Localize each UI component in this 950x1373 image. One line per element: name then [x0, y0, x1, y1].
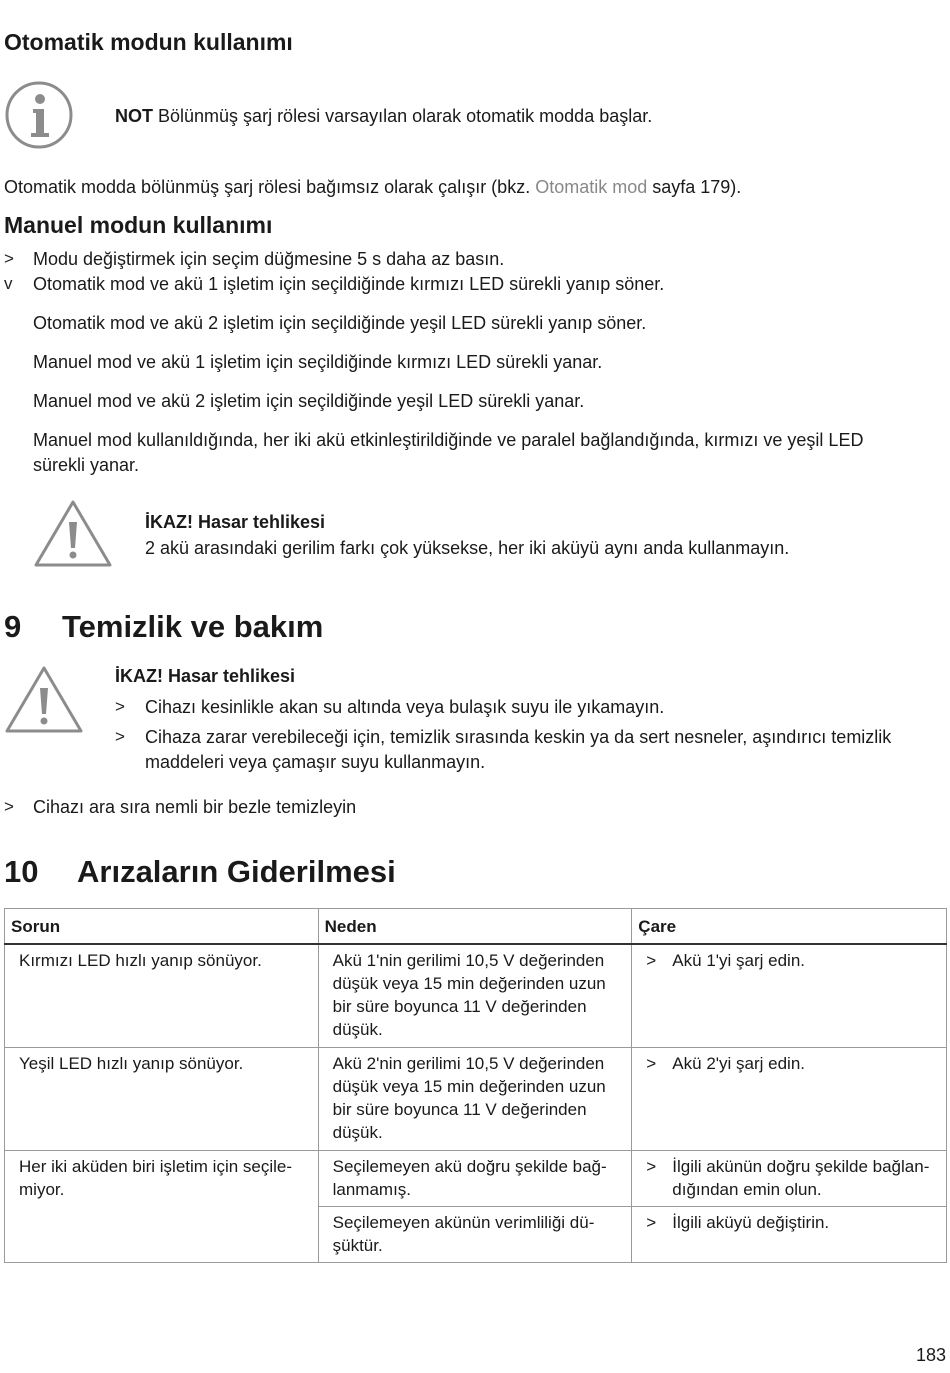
- cause-cell: Seçilemeyen akünün verimliliği dü-şüktür.: [318, 1206, 632, 1262]
- chapter-heading-9: [4, 609, 323, 645]
- cause-cell: Seçilemeyen akü doğru şekilde bağ-lanmamış.: [318, 1150, 632, 1206]
- step-arrow-icon: >: [4, 797, 14, 816]
- result-line: Otomatik mod ve akü 2 işletim için seçildiğinde yeşil LED sürekli yanıp söner.: [33, 313, 647, 333]
- paragraph-text: Otomatik modda bölünmüş şarj rölesi bağımsız olarak çalışır (bkz.: [4, 177, 536, 197]
- page-number: 183: [915, 1345, 946, 1365]
- warning-triangle-icon: [3, 664, 85, 736]
- warning-item: Cihazı kesinlikle akan su altında veya bulaşık suyu ile yıkamayın.: [145, 697, 665, 717]
- remedy-cell: [632, 944, 947, 1047]
- step-text: Modu değiştirmek için seçim düğmesine 5 s daha az basın.: [33, 249, 505, 269]
- chapter-number: 9: [4, 609, 22, 644]
- table-row: [5, 944, 947, 1047]
- step-arrow-icon: >: [4, 249, 14, 268]
- note-line: [115, 104, 652, 128]
- column-header-problem: Sorun: [5, 909, 319, 945]
- warning-text: 2 akü arasındaki gerilim farkı çok yüksekse, her iki aküyü aynı anda kullanmayın.: [145, 538, 790, 558]
- step-arrow-icon: >: [646, 951, 657, 970]
- remedy-text: İlgili akünün doğru şekilde bağlan-dığından emin olun.: [672, 1156, 930, 1199]
- remedy-text: İlgili aküyü değiştirin.: [672, 1212, 830, 1232]
- problem-cell: Yeşil LED hızlı yanıp sönüyor.: [5, 1047, 319, 1150]
- troubleshooting-table: [4, 908, 947, 1263]
- auto-mode-paragraph: [4, 175, 741, 199]
- paragraph-text: sayfa 179).: [647, 177, 742, 197]
- chapter-number: 10: [4, 854, 39, 889]
- cause-cell: Akü 2'nin gerilimi 10,5 V değerinden düşük veya 15 min değerinden uzun bir süre boyunca 11 V değerinden düşük.: [318, 1047, 632, 1150]
- section-heading-manual: Manuel modun kullanımı: [4, 212, 273, 238]
- step-arrow-icon: >: [646, 1053, 657, 1073]
- chapter-title: Arızaların Giderilmesi: [77, 854, 396, 889]
- remedy-text: Akü 1'yi şarj edin.: [672, 951, 805, 970]
- cause-cell: Akü 1'nin gerilimi 10,5 V değerinden düşük veya 15 min değerinden uzun bir süre boyunca 11 V değerinden düşük.: [318, 944, 632, 1047]
- step-arrow-icon: >: [115, 727, 125, 746]
- step-arrow-icon: >: [646, 1156, 657, 1176]
- chapter-title: Temizlik ve bakım: [62, 609, 324, 644]
- step-text: Cihazı ara sıra nemli bir bezle temizleyin: [33, 797, 357, 817]
- result-chevron-icon: v: [4, 274, 13, 293]
- note-label: NOT: [115, 106, 153, 126]
- chapter-heading-10: [4, 854, 396, 890]
- warning-title: İKAZ! Hasar tehlikesi: [115, 666, 296, 686]
- info-icon: [4, 80, 76, 152]
- table-header-row: [5, 909, 947, 945]
- problem-cell: Her iki aküden biri işletim için seçile-miyor.: [5, 1150, 319, 1262]
- result-paragraph-line2: sürekli yanar.: [33, 455, 140, 475]
- result-text: Otomatik mod ve akü 1 işletim için seçildiğinde kırmızı LED sürekli yanıp söner.: [33, 274, 665, 294]
- table-row: [5, 1047, 947, 1150]
- warning-triangle-icon: [32, 498, 114, 570]
- remedy-cell: [632, 1206, 947, 1262]
- cross-reference-link[interactable]: Otomatik mod: [535, 177, 648, 197]
- note-text: Bölünmüş şarj rölesi varsayılan olarak otomatik modda başlar.: [158, 106, 653, 126]
- warning-item-cont: maddeleri veya çamaşır suyu kullanmayın.: [145, 752, 486, 772]
- result-line: Manuel mod ve akü 1 işletim için seçildiğinde kırmızı LED sürekli yanar.: [33, 352, 603, 372]
- step-arrow-icon: >: [646, 1212, 657, 1232]
- section-heading-auto: Otomatik modun kullanımı: [4, 29, 293, 55]
- warning-title: İKAZ! Hasar tehlikesi: [145, 512, 326, 532]
- remedy-text: Akü 2'yi şarj edin.: [672, 1053, 805, 1073]
- result-line: Manuel mod ve akü 2 işletim için seçildiğinde yeşil LED sürekli yanar.: [33, 391, 585, 411]
- warning-item: Cihaza zarar verebileceği için, temizlik sırasında keskin ya da sert nesneler, aşındırıcı temizlik: [145, 727, 892, 747]
- problem-cell: Kırmızı LED hızlı yanıp sönüyor.: [5, 944, 319, 1047]
- remedy-cell: [632, 1047, 947, 1150]
- result-paragraph-line1: Manuel mod kullanıldığında, her iki akü etkinleştirildiğinde ve paralel bağlandığında, kırmızı ve yeşil LED: [33, 430, 864, 450]
- column-header-remedy: Çare: [632, 909, 947, 945]
- step-arrow-icon: >: [115, 697, 125, 716]
- table-row: [5, 1150, 947, 1206]
- remedy-cell: [632, 1150, 947, 1206]
- column-header-cause: Neden: [318, 909, 632, 945]
